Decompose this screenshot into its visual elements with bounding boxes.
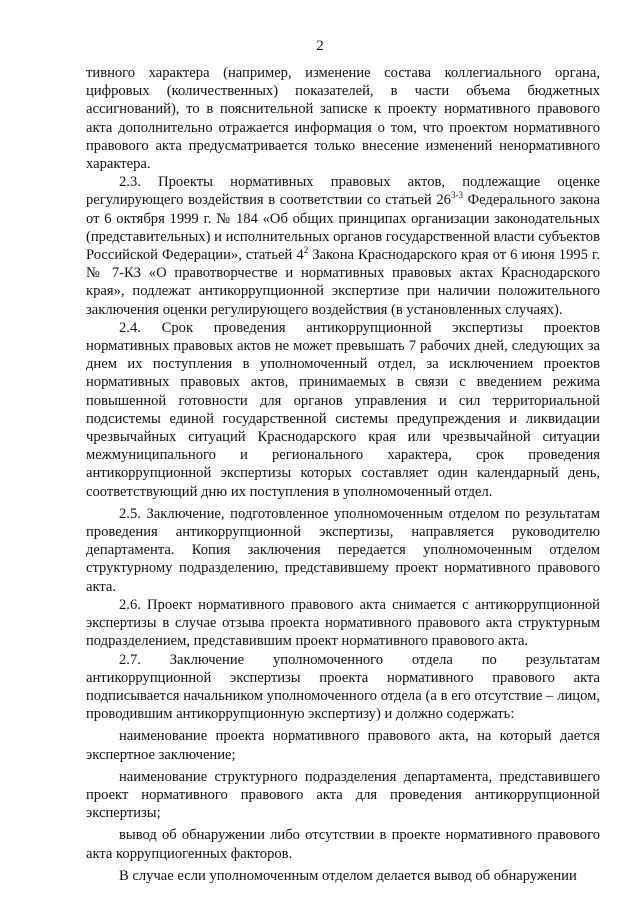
paragraph-2-7: 2.7. Заключение уполномоченного отдела по результатам антикоррупционной экспертизы проекта нормативного правового акта подписывается начальником уполномоченного отдела (а в его отсутствие – лицом, проводившим антикоррупционную экспертизу) и должно содержать:: [86, 651, 600, 723]
document-body: [86, 64, 600, 885]
paragraph-2-5: 2.5. Заключение, подготовленное уполномоченным отделом по результатам проведения антикоррупционной экспертизы, направляется руководителю департамента. Копия заключения передается уполномоченным отделом структурному подразделению, представившему проект нормативного правового акта.: [86, 505, 600, 595]
paragraph-continuation: тивного характера (например, изменение состава коллегиального органа, цифровых (количественных) показателей, в части объема бюджетных ассигнований), то в пояснительной записке к проекту нормативного правового акта дополнительно отражается информация о том, что проектом нормативного правового акта предусматривается только внесение изменений ненормативного характера.: [86, 65, 600, 173]
paragraph-final: В случае если уполномоченным отделом делается вывод об обнаружении: [119, 867, 577, 884]
paragraph-2-3-part-a: 2.3. Проекты нормативных правовых актов, подлежащие оценке регулирующего воздействия в соответствии со статьей 26: [86, 174, 600, 209]
paragraph-2-3: [86, 173, 600, 319]
paragraph-2-4: 2.4. Срок проведения антикоррупционной экспертизы проектов нормативных правовых актов не может превышать 7 рабочих дней, следующих за днем их поступления в уполномоченный отдел, за исключением проектов нормативных правовых актов, принимаемых в связи с введением режима повышенной готовности для органов управления и сил территориальной подсистемы единой государственной системы предупреждения и ликвидации чрезвычайных ситуаций Краснодарского края или чрезвычайной ситуации межмуниципального и регионального характера, срок проведения антикоррупционной экспертизы которых составляет один календарный день, соответствующий дню их поступления в уполномоченный отдел.: [86, 319, 600, 500]
paragraph-2-3-part-b: Федерального закона от 6 октября 1999 г. № 184 «Об общих принципах организации законодательных (представительных) и исполнительных органов государственной власти субъектов Российской Федерации», статьей 4: [86, 192, 600, 264]
paragraph-2-6: 2.6. Проект нормативного правового акта снимается с антикоррупционной экспертизы в случае отзыва проекта нормативного правового акта структурным подразделением, представившим проект нормативного правового акта.: [86, 596, 600, 650]
superscript-article-26: 3-3: [450, 190, 463, 201]
superscript-article-4: 2: [303, 245, 309, 256]
list-item-conclusion: вывод об обнаружении либо отсутствии в проекте нормативного правового акта коррупциогенных факторов.: [86, 827, 600, 862]
list-item-act-name: наименование проекта нормативного правового акта, на который дается экспертное заключение;: [86, 728, 600, 763]
list-item-department-unit: наименование структурного подразделения департамента, представившего проект нормативного правового акта для проведения антикоррупционной экспертизы;: [86, 768, 600, 822]
paragraph-2-3-part-c: Закона Краснодарского края от 6 июня 1995 г. № 7-КЗ «О правотворчестве и нормативных правовых актах Краснодарского края», подлежат антикоррупционной экспертизе при наличии положительного заключения оценки регулирующего воздействия (в установленных случаях).: [86, 247, 601, 318]
page-number: 2: [316, 38, 324, 54]
